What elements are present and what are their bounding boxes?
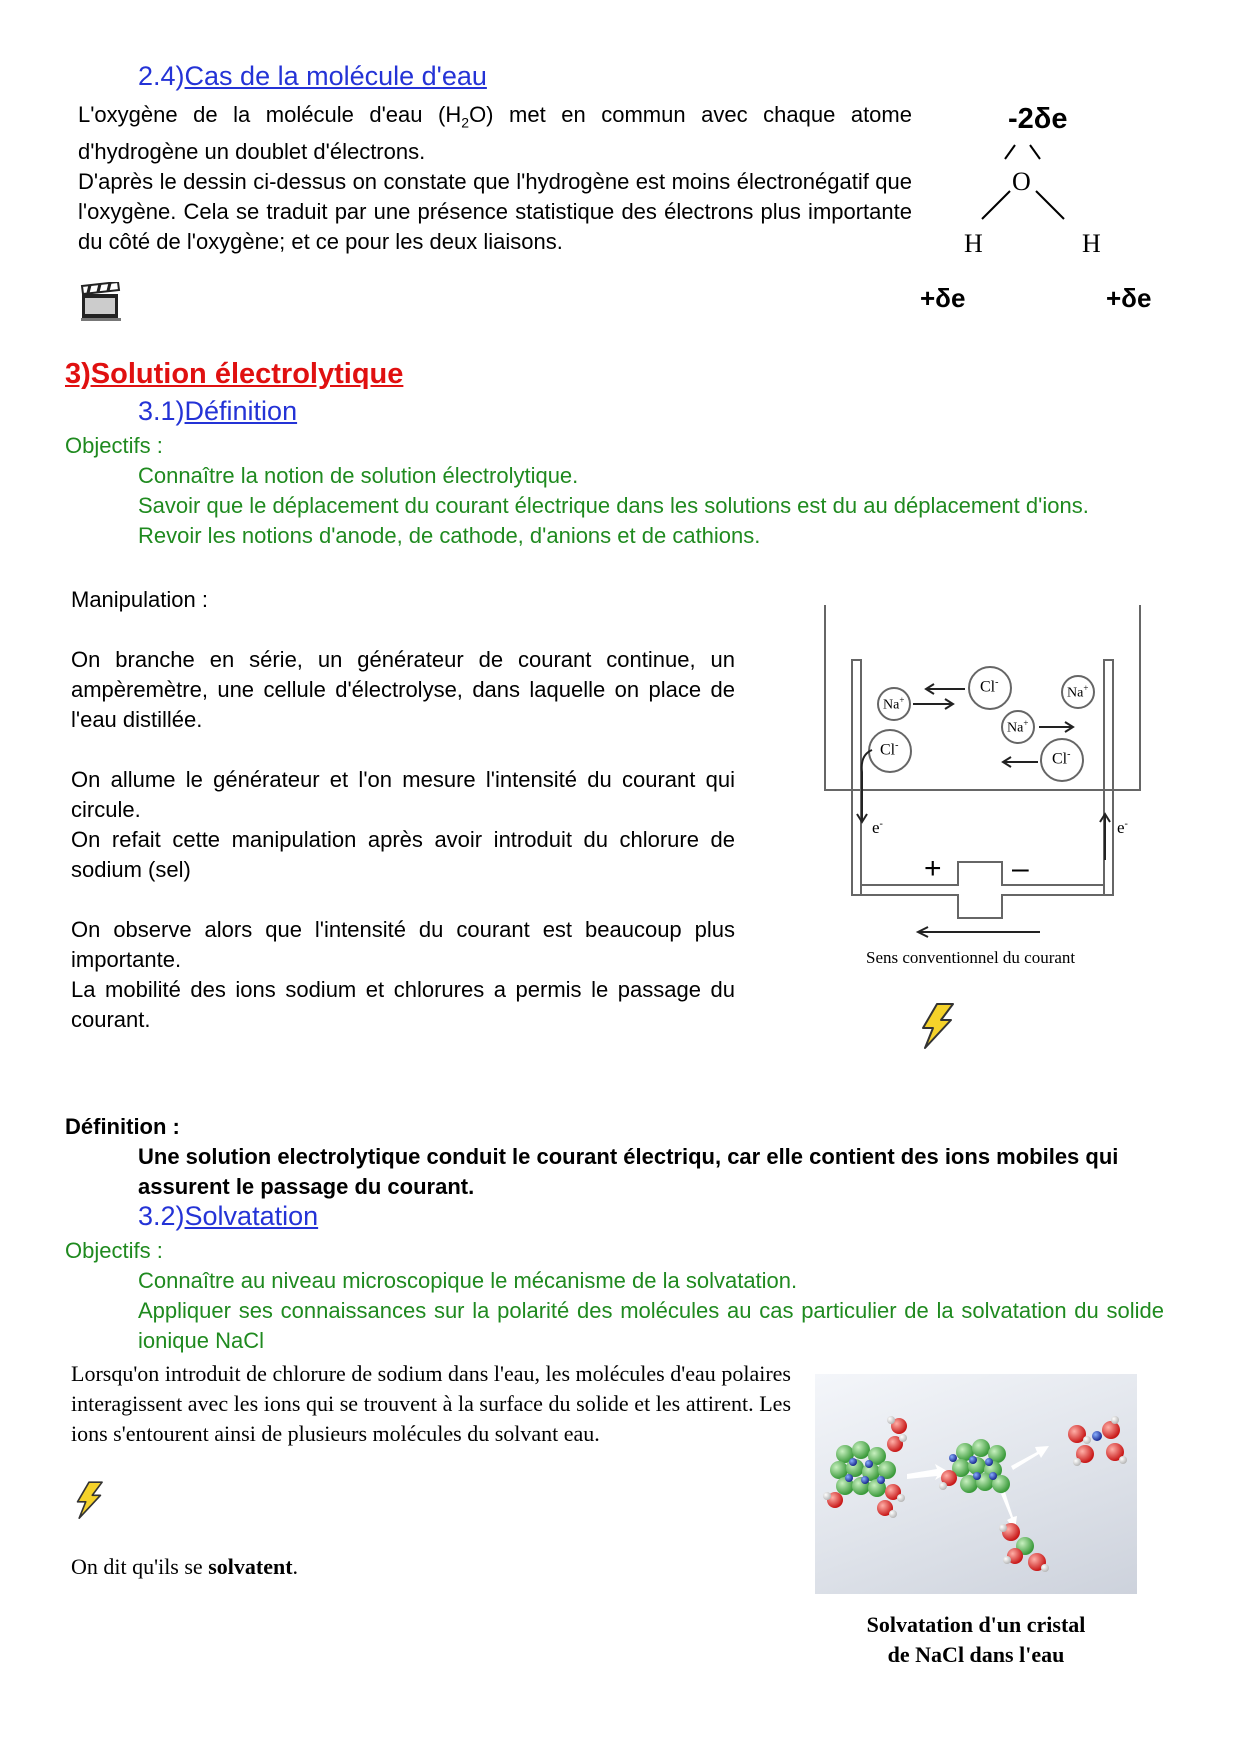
positive-terminal: +: [924, 852, 942, 885]
hydrogen-charge: +δe: [1106, 283, 1152, 313]
objectifs-label: Objectifs :: [65, 1238, 163, 1263]
section-3-1-link[interactable]: Définition: [184, 396, 298, 426]
objectifs-list: [138, 1266, 1164, 1356]
nacl-solvation-image: [815, 1374, 1137, 1594]
manipulation-label: Manipulation :: [71, 587, 208, 612]
definition-label: Définition :: [65, 1114, 180, 1139]
objectif-item: Savoir que le déplacement du courant électrique dans les solutions est du au déplacement d'ions.: [138, 493, 1089, 518]
sodium-ion: Na+: [883, 695, 905, 713]
water-paragraph: L'oxygène de la molécule d'eau $(H_2O)$ met en commun avec chaque atome d'hydrogène un doublet d'électrons. D'après le dessin ci-dessus on constate que l'hydrogène est moins électronégatif que l'oxygène. Cela se traduit par une présence statistique des électrons plus importante du côté de l'oxygène; et ce pour les deux liaisons.: [78, 102, 912, 255]
objectif-item: Appliquer ses connaissances sur la polarité des molécules au cas particulier de la solvatation du solide ionique NaCl: [138, 1298, 1164, 1353]
lightning-icon[interactable]: [71, 1480, 107, 1527]
section-number: 2.4): [138, 61, 185, 91]
section-2-4-link[interactable]: Cas de la molécule d'eau: [184, 61, 487, 91]
section-2-4-heading: [138, 60, 487, 92]
chloride-ion: Cl-: [1052, 749, 1071, 768]
objectif-item: Revoir les notions d'anode, de cathode, d'anions et de cathions.: [138, 523, 761, 548]
objectif-item: Connaître la notion de solution électrolytique.: [138, 463, 579, 488]
current-direction-caption: Sens conventionnel du courant: [866, 948, 1076, 967]
oxygen-charge: -2δe: [1008, 103, 1068, 135]
manipulation-text: On branche en série, un générateur de courant continue, un ampèremètre, une cellule d'électrolyse, dans laquelle on place de l'eau distillée. On allume le générateur et l'on mesure l'intensité du courant qui circule. On refait cette manipulation après avoir introduit du chlorure de sodium (sel) On observe alors que l'intensité du courant est beaucoup plus importante. La mobilité des ions sodium et chlorures a permis le passage du courant.: [71, 647, 735, 1032]
lightning-icon[interactable]: [915, 1002, 959, 1057]
objectifs-label: Objectifs :: [65, 433, 163, 458]
section-3-title: 3)Solution électrolytique: [65, 358, 404, 390]
section-3-1-heading: 3.1)Définition: [138, 396, 298, 426]
section-3-2-link[interactable]: Solvatation: [184, 1201, 319, 1231]
electron-label: e-: [1117, 818, 1128, 837]
objectifs-list: [138, 461, 1173, 551]
water-molecule-diagram: [900, 95, 1180, 320]
electron-label: e-: [872, 818, 883, 837]
solvation-caption: Solvatation d'un cristal de NaCl dans l'eau: [866, 1612, 1086, 1667]
oxygen-atom: O: [1012, 167, 1031, 196]
chloride-ion: Cl-: [980, 677, 999, 696]
solvation-conclusion: On dit qu'ils se solvatent.: [71, 1554, 299, 1579]
video-clapper-icon[interactable]: [80, 282, 122, 327]
objectif-item: Connaître au niveau microscopique le mécanisme de la solvatation.: [138, 1268, 798, 1293]
chloride-ion: Cl-: [880, 740, 899, 759]
electrolysis-diagram: [820, 600, 1150, 980]
sodium-ion: Na+: [1067, 683, 1089, 701]
hydrogen-atom: H: [1082, 229, 1101, 258]
negative-terminal: –: [1012, 852, 1029, 885]
definition-text: Une solution electrolytique conduit le courant électriqu, car elle contient des ions mobiles qui assurent le passage du courant.: [138, 1144, 1119, 1199]
hydrogen-charge: +δe: [920, 283, 966, 313]
sodium-ion: Na+: [1007, 718, 1029, 736]
section-3-2-heading: 3.2)Solvatation: [138, 1201, 319, 1231]
solvation-paragraph: Lorsqu'on introduit de chlorure de sodium dans l'eau, les molécules d'eau polaires interagissent avec les ions qui se trouvent à la surface du solide et les attirent. Les ions s'entourent ainsi de plusieurs molécules du solvant eau.: [71, 1361, 791, 1446]
hydrogen-atom: H: [964, 229, 983, 258]
